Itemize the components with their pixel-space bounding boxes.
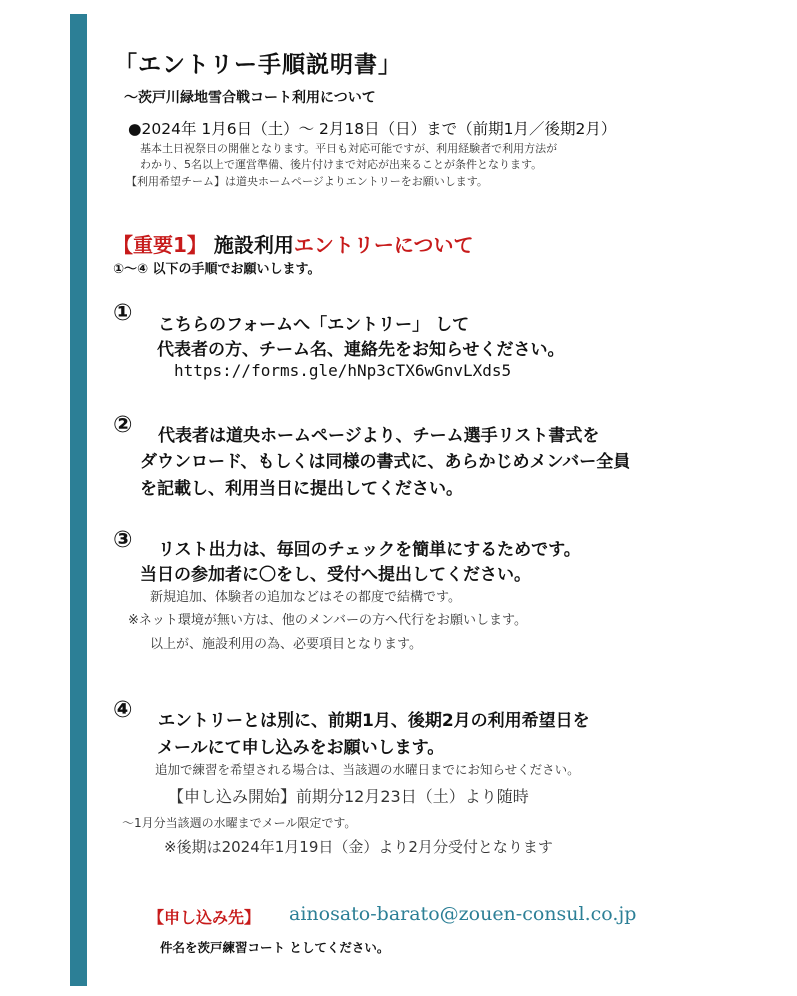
step2-line2: ダウンロード、もしくは同様の書式に、あらかじめメンバー全員 bbox=[140, 452, 631, 472]
step1-line1: こちらのフォームへ「エントリー」 して bbox=[158, 315, 470, 335]
step-number-3: ③ bbox=[113, 527, 133, 553]
contact-label: 【申し込み先】 bbox=[148, 908, 261, 927]
step4-line2: メールにて申し込みをお願いします。 bbox=[157, 738, 445, 758]
important-text: 施設利用 bbox=[213, 233, 294, 257]
usage-period: ●2024年 1月6日（土）～ 2月18日（日）まで（前期1月／後期2月） bbox=[128, 120, 617, 138]
note-line: 【利用希望チーム】は道央ホームページよりエントリーをお願いします。 bbox=[126, 175, 488, 188]
step3-line1: リスト出力は、毎回のチェックを簡単にするためです。 bbox=[158, 540, 581, 560]
important-tag: 【重要1】 bbox=[113, 233, 207, 257]
entry-form-link[interactable]: https://forms.gle/hNp3cTX6wGnvLXds5 bbox=[174, 361, 512, 380]
step2-line1: 代表者は道央ホームページより、チーム選手リスト書式を bbox=[158, 426, 600, 446]
step1-line2: 代表者の方、チーム名、連絡先をお知らせください。 bbox=[157, 340, 565, 360]
important-heading bbox=[113, 229, 474, 258]
application-start: 【申し込み開始】前期分12月23日（土）より随時 bbox=[168, 787, 529, 806]
step4-line1: エントリーとは別に、前期1月、後期2月の利用希望日を bbox=[158, 711, 590, 731]
contact-subject-note: 件名を茨戸練習コート としてください。 bbox=[160, 940, 390, 955]
document-title: 「エントリー手順説明書」 bbox=[114, 52, 402, 78]
side-accent-bar bbox=[70, 14, 87, 986]
note-line: 基本土日祝祭日の開催となります。平日も対応可能ですが、利用経験者で利用方法が bbox=[140, 142, 558, 155]
step4-note1: 追加で練習を希望される場合は、当該週の水曜日までにお知らせください。 bbox=[155, 762, 580, 777]
contact-email-link[interactable]: ainosato-barato@zouen-consul.co.jp bbox=[289, 903, 637, 925]
step4-note2: ～1月分当該週の水曜までメール限定です。 bbox=[122, 816, 357, 830]
step2-line3: を記載し、利用当日に提出してください。 bbox=[140, 479, 463, 499]
steps-intro: ①～④ 以下の手順でお願いします。 bbox=[113, 262, 321, 277]
step3-note3: 以上が、施設利用の為、必要項目となります。 bbox=[150, 637, 422, 652]
step-number-4: ④ bbox=[113, 697, 133, 723]
document-subtitle: ～茨戸川緑地雪合戦コート利用について bbox=[124, 90, 376, 106]
later-period-note: ※後期は2024年1月19日（金）より2月分受付となります bbox=[164, 838, 553, 856]
step-number-1: ① bbox=[113, 300, 133, 326]
important-text-red: エントリーについて bbox=[293, 233, 474, 257]
step3-line2: 当日の参加者に〇をし、受付へ提出してください。 bbox=[140, 565, 531, 585]
step3-note1: 新規追加、体験者の追加などはその都度で結構です。 bbox=[150, 590, 461, 605]
step-number-2: ② bbox=[113, 412, 133, 438]
step3-note2: ※ネット環境が無い方は、他のメンバーの方へ代行をお願いします。 bbox=[128, 613, 527, 628]
note-line: わかり、5名以上で運営準備、後片付けまで対応が出来ることが条件となります。 bbox=[140, 158, 543, 171]
